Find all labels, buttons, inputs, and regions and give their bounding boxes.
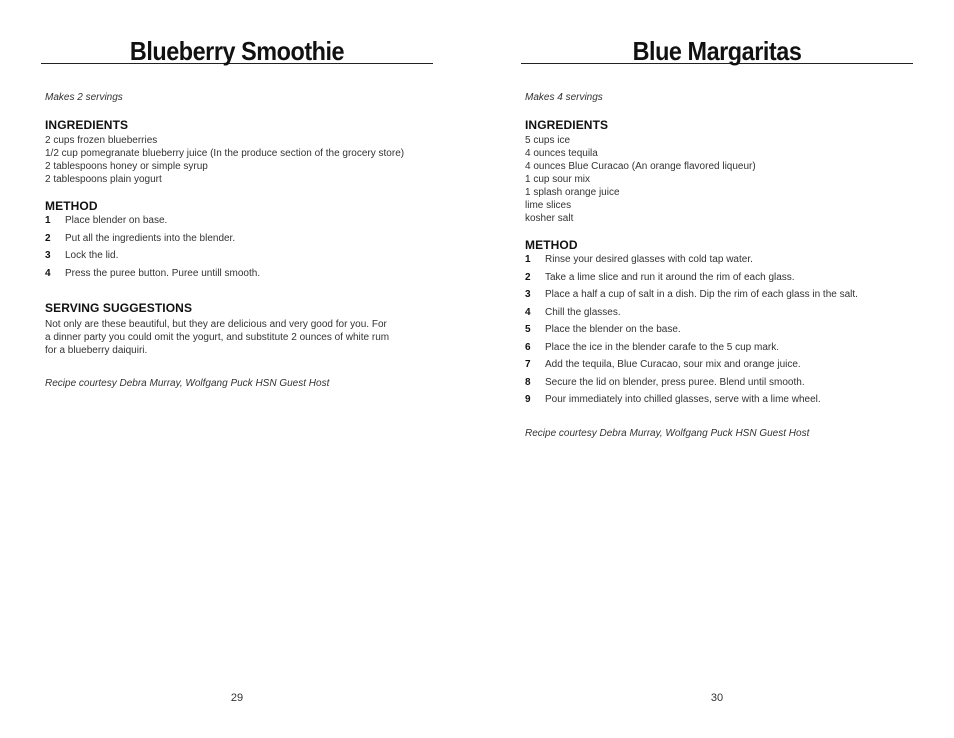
method-step	[525, 272, 858, 290]
ingredient-item: 1 cup sour mix	[525, 174, 591, 185]
ingredient-item: 4 ounces Blue Curacao (An orange flavored liqueur)	[525, 161, 756, 172]
step-text: Secure the lid on blender, press puree. Blend until smooth.	[545, 376, 805, 388]
method-steps	[525, 254, 858, 412]
step-text: Lock the lid.	[65, 250, 119, 261]
step-number: 5	[525, 324, 531, 335]
recipe-credit: Recipe courtesy Debra Murray, Wolfgang Puck HSN Guest Host	[525, 428, 810, 439]
ingredient-item: 1 splash orange juice	[525, 187, 620, 198]
step-number: 4	[45, 267, 51, 279]
step-text: Pour immediately into chilled glasses, serve with a lime wheel.	[545, 394, 821, 405]
ingredients-list	[525, 134, 756, 225]
ingredients-list	[45, 134, 404, 186]
step-text: Take a lime slice and run it around the rim of each glass.	[545, 271, 795, 283]
recipe-title: Blueberry Smoothie	[129, 36, 345, 66]
ingredient-item: 4 ounces tequila	[525, 148, 598, 159]
servings-note: Makes 2 servings	[45, 92, 123, 103]
step-number: 7	[525, 359, 531, 370]
step-text: Press the puree button. Puree untill smooth.	[65, 267, 261, 279]
recipe-title: Blue Margaritas	[632, 36, 802, 66]
method-step	[525, 307, 858, 325]
method-step	[525, 359, 858, 377]
method-step	[45, 250, 260, 268]
method-step	[525, 254, 858, 272]
step-text: Place the blender on the base.	[545, 324, 681, 335]
method-step	[45, 215, 260, 233]
method-step	[525, 289, 858, 307]
method-step	[45, 233, 260, 251]
method-step	[525, 324, 858, 342]
step-text: Add the tequila, Blue Curacao, sour mix and orange juice.	[545, 359, 801, 370]
step-number: 2	[525, 271, 531, 283]
step-number: 9	[525, 394, 531, 405]
ingredient-item: lime slices	[525, 200, 572, 211]
step-text: Place a half a cup of salt in a dish. Dip the rim of each glass in the salt.	[545, 289, 858, 300]
method-step	[525, 394, 858, 412]
step-number: 8	[525, 376, 531, 388]
servings-note: Makes 4 servings	[525, 92, 603, 103]
suggestion-line: Not only are these beautiful, but they are delicious and very good for you. For	[45, 319, 387, 330]
step-number: 6	[525, 341, 531, 353]
suggestion-line: a dinner party you could omit the yogurt, and substitute 2 ounces of white rum	[45, 332, 390, 343]
method-steps	[45, 215, 260, 285]
ingredient-item: 2 tablespoons plain yogurt	[45, 174, 162, 185]
right-page	[521, 0, 913, 738]
step-number: 3	[45, 250, 51, 261]
ingredient-item: 2 cups frozen blueberries	[45, 135, 158, 146]
method-step	[525, 377, 858, 395]
title-area	[521, 36, 913, 66]
step-number: 4	[525, 306, 531, 318]
ingredient-item: 2 tablespoons honey or simple syrup	[45, 161, 208, 172]
step-text: Put all the ingredients into the blender.	[65, 232, 236, 244]
step-number: 3	[525, 289, 531, 300]
ingredient-item: 1/2 cup pomegranate blueberry juice (In the produce section of the grocery store)	[45, 148, 405, 159]
step-number: 2	[45, 232, 51, 244]
serving-suggestions-heading: SERVING SUGGESTIONS	[45, 301, 193, 315]
left-page	[41, 0, 433, 738]
step-text: Place the ice in the blender carafe to the 5 cup mark.	[545, 341, 780, 353]
step-text: Rinse your desired glasses with cold tap water.	[545, 254, 753, 265]
serving-suggestions-text	[45, 318, 389, 357]
page-number: 30	[710, 692, 724, 704]
method-heading: METHOD	[45, 199, 98, 213]
page-number: 29	[230, 692, 244, 704]
ingredients-heading: INGREDIENTS	[525, 118, 609, 132]
step-number: 1	[45, 215, 51, 226]
ingredient-item: kosher salt	[525, 213, 574, 224]
ingredients-heading: INGREDIENTS	[45, 118, 129, 132]
recipe-credit: Recipe courtesy Debra Murray, Wolfgang Puck HSN Guest Host	[45, 378, 330, 389]
method-step	[45, 268, 260, 286]
method-heading: METHOD	[525, 238, 578, 252]
method-step	[525, 342, 858, 360]
step-number: 1	[525, 254, 531, 265]
ingredient-item: 5 cups ice	[525, 135, 571, 146]
step-text: Place blender on base.	[65, 215, 168, 226]
title-area	[41, 36, 433, 66]
suggestion-line: for a blueberry daiquiri.	[45, 345, 148, 356]
step-text: Chill the glasses.	[545, 306, 621, 318]
